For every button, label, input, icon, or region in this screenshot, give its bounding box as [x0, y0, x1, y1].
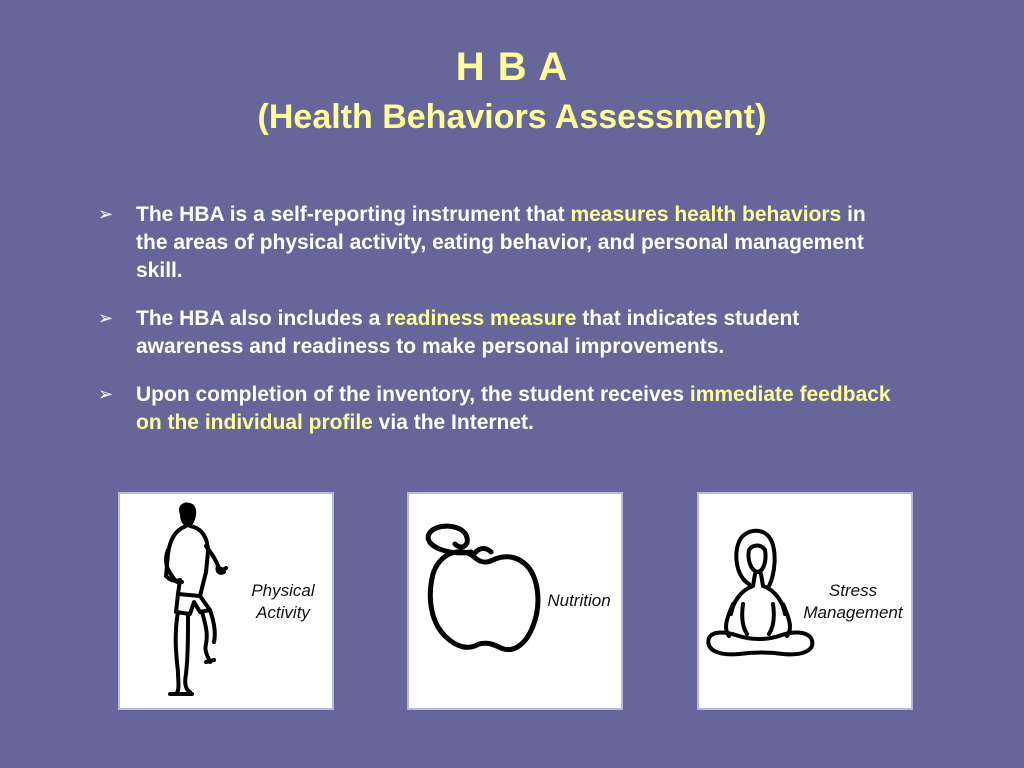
- slide-title: H B A: [455, 45, 569, 89]
- arrow-bullet-icon: ➢: [98, 204, 114, 225]
- bullet-highlight: immediate feedback on the individual profile: [136, 383, 891, 434]
- title-block: [0, 44, 1024, 138]
- image-caption: [238, 580, 328, 624]
- bullet-text: that indicates student awareness and readiness to make personal improvements.: [136, 307, 800, 358]
- bullet-item: [98, 305, 898, 361]
- physical-activity-image: [118, 492, 334, 710]
- bullet-item: [98, 201, 898, 285]
- bullet-text: The HBA also includes a: [136, 307, 387, 330]
- bullet-list: [98, 201, 898, 457]
- caption-line: Nutrition: [547, 591, 611, 610]
- bullet-item: [98, 381, 898, 437]
- slide-subtitle: (Health Behaviors Assessment): [257, 98, 767, 136]
- bullet-highlight: readiness measure: [386, 307, 577, 330]
- caption-line: Physical: [251, 581, 315, 600]
- caption-line: Management: [803, 603, 903, 622]
- bullet-text: via the Internet.: [372, 411, 534, 434]
- stress-management-image: [697, 492, 913, 710]
- bullet-text: The HBA is a self-reporting instrument that: [136, 203, 571, 226]
- bullet-highlight: measures health behaviors: [570, 203, 842, 226]
- caption-line: Activity: [256, 603, 310, 622]
- bullet-text: in the areas of physical activity, eating behavior, and personal management skill.: [136, 203, 866, 282]
- caption-line: Stress: [828, 581, 878, 600]
- image-caption: [539, 590, 619, 612]
- bullet-text: Upon completion of the inventory, the student receives: [136, 383, 690, 406]
- arrow-bullet-icon: ➢: [98, 308, 114, 329]
- arrow-bullet-icon: ➢: [98, 384, 114, 405]
- image-caption: [791, 580, 915, 624]
- nutrition-image: [407, 492, 623, 710]
